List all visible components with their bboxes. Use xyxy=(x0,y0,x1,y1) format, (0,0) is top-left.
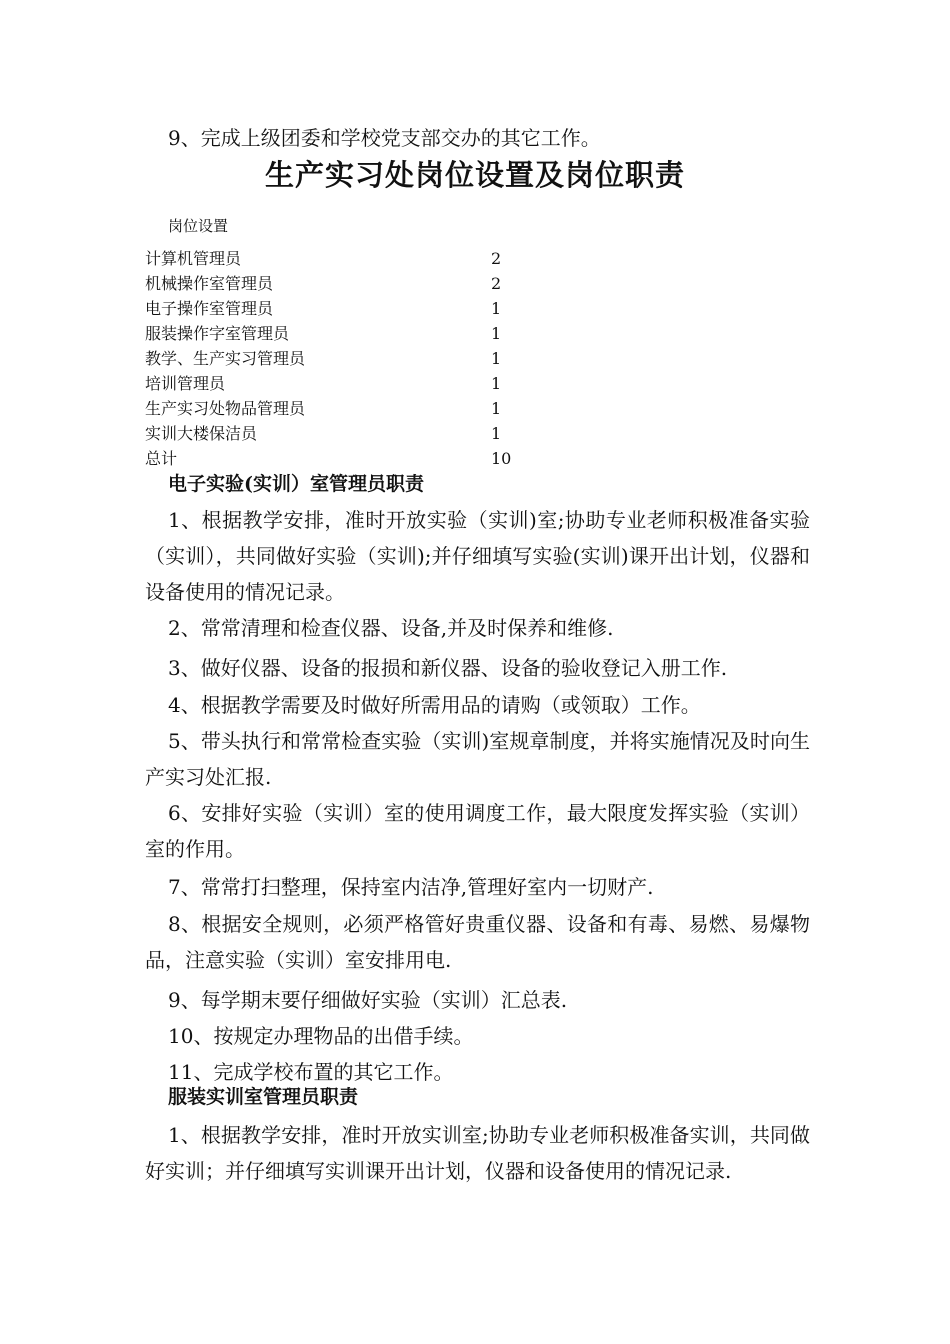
duty-item: 1、根据教学安排，准时开放实训室;协助专业老师积极准备实训，共同做好实训；并仔细填写实训课开出计划，仪器和设备使用的情况记录. xyxy=(145,1123,810,1183)
duty-item: 2、常常清理和检查仪器、设备,并及时保养和维修. xyxy=(168,616,614,640)
post-count: 1 xyxy=(491,324,502,343)
duty-item: 9、每学期末要仔细做好实验（实训）汇总表. xyxy=(168,988,568,1012)
duty-item: 7、常常打扫整理，保持室内洁净,管理好室内一切财产. xyxy=(168,875,654,899)
post-name: 电子操作室管理员 xyxy=(145,299,274,318)
post-count: 1 xyxy=(491,374,502,393)
duty-item: 1、根据教学安排，准时开放实验（实训)室;协助专业老师积极准备实验（实训），共同做好实验（实训);并仔细填写实验(实训)课开出计划，仪器和设备使用的情况记录。 xyxy=(145,508,810,604)
post-count: 1 xyxy=(491,424,502,443)
post-count: 1 xyxy=(491,299,502,318)
duty-item: 8、根据安全规则，必须严格管好贵重仪器、设备和有毒、易燃、易爆物品，注意实验（实训）室安排用电. xyxy=(145,912,810,972)
post-count: 2 xyxy=(491,274,502,293)
post-count: 1 xyxy=(491,349,502,368)
post-name: 生产实习处物品管理员 xyxy=(145,399,306,418)
page-title: 生产实习处岗位设置及岗位职责 xyxy=(264,158,685,192)
duty-item: 11、完成学校布置的其它工作。 xyxy=(168,1060,454,1084)
post-name: 教学、生产实习管理员 xyxy=(145,349,306,368)
table-total-row xyxy=(145,448,525,473)
post-count: 2 xyxy=(491,249,502,268)
posts-table xyxy=(145,248,525,473)
table-row xyxy=(145,373,525,398)
table-row xyxy=(145,423,525,448)
duty-item: 6、安排好实验（实训）室的使用调度工作，最大限度发挥实验（实训）室的作用。 xyxy=(145,801,810,861)
duty-item: 3、做好仪器、设备的报损和新仪器、设备的验收登记入册工作. xyxy=(168,656,728,680)
post-name: 机械操作室管理员 xyxy=(145,274,274,293)
previous-list-item: 9、完成上级团委和学校党支部交办的其它工作。 xyxy=(168,126,601,150)
duty-item: 10、按规定办理物品的出借手续。 xyxy=(168,1024,474,1048)
post-count: 1 xyxy=(491,399,502,418)
duty-item: 4、根据教学需要及时做好所需用品的请购（或领取）工作。 xyxy=(168,693,701,717)
section-heading-garment: 服装实训室管理员职责 xyxy=(168,1086,359,1108)
posts-heading: 岗位设置 xyxy=(168,217,229,235)
post-name: 服装操作字室管理员 xyxy=(145,324,290,343)
table-row xyxy=(145,398,525,423)
total-label: 总计 xyxy=(145,449,178,468)
duty-item: 5、带头执行和常常检查实验（实训)室规章制度，并将实施情况及时向生产实习处汇报. xyxy=(145,729,810,789)
section-heading-electronics: 电子实验(实训）室管理员职责 xyxy=(168,473,424,495)
table-row xyxy=(145,348,525,373)
table-row xyxy=(145,273,525,298)
post-name: 培训管理员 xyxy=(145,374,226,393)
total-count: 10 xyxy=(491,449,512,468)
table-row xyxy=(145,248,525,273)
post-name: 实训大楼保洁员 xyxy=(145,424,258,443)
table-row xyxy=(145,323,525,348)
table-row xyxy=(145,298,525,323)
post-name: 计算机管理员 xyxy=(145,249,242,268)
